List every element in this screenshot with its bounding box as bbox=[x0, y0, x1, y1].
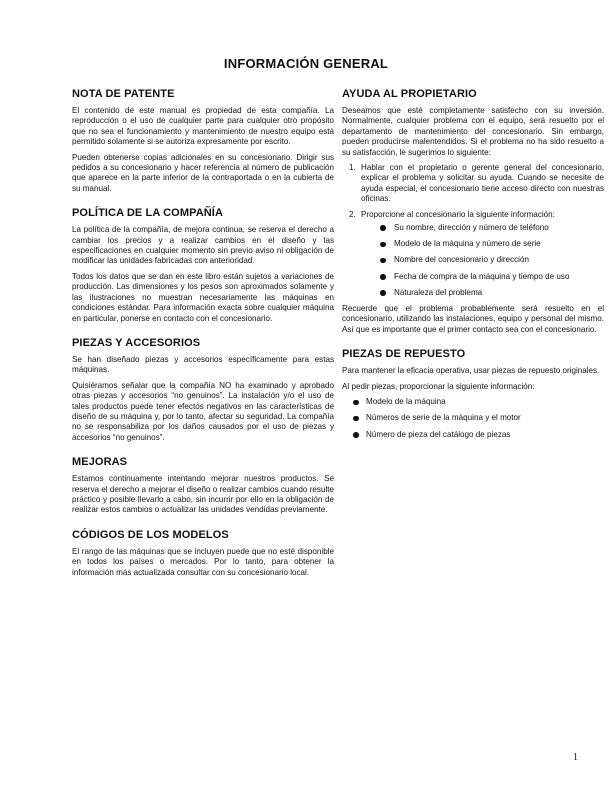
list-item-text: Modelo de la máquina y número de serie bbox=[394, 239, 541, 249]
section-company-policy bbox=[72, 207, 334, 324]
list-item-text: Números de serie de la máquina y el motor bbox=[366, 413, 521, 423]
paragraph: Al pedir piezas, proporcionar la siguiente información: bbox=[342, 381, 535, 391]
paragraph: Pueden obtenerse copias adicionales en su concesionario. Dirigir sus pedidos a su concesionario y hacer referencia al número de publicación que aparece en la parte inferior de la contraportada o en la cubierta de su manual. bbox=[72, 152, 334, 193]
section-heading: MEJORAS bbox=[72, 456, 128, 469]
list-item bbox=[380, 223, 604, 233]
paragraph: Para mantener la eficacia operativa, usar piezas de repuesto originales. bbox=[342, 366, 600, 376]
bullet-list bbox=[342, 397, 604, 440]
list-item bbox=[380, 239, 604, 249]
bullet-icon bbox=[380, 274, 386, 280]
bullet-icon bbox=[380, 290, 386, 296]
section-heading: POLÍTICA DE LA COMPAÑÍA bbox=[72, 207, 223, 220]
section-parts-accessories bbox=[72, 337, 334, 443]
bullet-icon bbox=[353, 400, 359, 406]
section-model-codes bbox=[72, 529, 334, 578]
list-item bbox=[380, 255, 604, 265]
list-item bbox=[380, 288, 604, 298]
list-item bbox=[342, 430, 604, 440]
bullet-list bbox=[361, 223, 604, 298]
list-item-text: Modelo de la máquina bbox=[366, 397, 446, 407]
list-item bbox=[342, 163, 604, 205]
list-item-text: Naturaleza del problema bbox=[394, 287, 483, 297]
list-item bbox=[342, 413, 604, 423]
page-number: 1 bbox=[573, 752, 578, 763]
list-item bbox=[342, 397, 604, 407]
list-number: 2. bbox=[349, 209, 356, 219]
list-item-text: Hablar con el propietario o gerente general del concesionario, explicar el problema y solicitar su ayuda. Cuando se necesite de ayuda especial, el concesionario tiene acceso directo con nuestras oficinas. bbox=[361, 163, 604, 204]
section-heading: PIEZAS DE REPUESTO bbox=[342, 348, 466, 361]
page-title: INFORMACIÓN GENERAL bbox=[223, 56, 389, 71]
paragraph: El contenido de este manual es propiedad de esta compañía. La reproducción o el uso de cualquier parte para cualquier otro propósito que no sea el funcionamiento y mantenimiento de nuestro equipo está permitido solamente si se autoriza expresamente por escrito. bbox=[72, 106, 334, 147]
paragraph: Se han diseñado piezas y accesorios específicamente para estas máquinas. bbox=[72, 354, 334, 375]
paragraph: Quisiéramos señalar que la compañía NO ha examinado y aprobado otras piezas y accesorios “no genuinos”. La instalación y/o el uso de tales productos puede tener efectos negativos en las características de diseño de su máquina y, por lo tanto, afectar su seguridad. La compañía no se responsabiliza por los daños causados por el uso de piezas y accesorios “no genuinos”. bbox=[72, 380, 334, 442]
section-heading: PIEZAS Y ACCESORIOS bbox=[72, 336, 201, 349]
section-patent-notice bbox=[72, 88, 334, 194]
paragraph: Todos los datos que se dan en este libro están sujetos a variaciones de producción. Las dimensiones y los pesos son aproximados solamente y las ilustraciones no muestran necesariamente las máquinas en condiciones estándar. Para información exacta sobre cualquier máquina en particular, ponerse en contacto con el concesionario. bbox=[72, 271, 334, 323]
bullet-icon bbox=[353, 432, 359, 438]
paragraph: La política de la compañía, de mejora continua, se reserva el derecho a cambiar los precios y a realizar cambios en el diseño y las especificaciones en cualquier momento sin previo aviso ni obligación de modificar las unidades fabricadas con anterioridad. bbox=[72, 225, 334, 266]
paragraph: Recuerde que el problema probablemente será resuelto en el concesionario, utilizando las instalaciones, equipo y personal del mismo. Así que es importante que el primer contacto sea con el concesionario. bbox=[342, 304, 604, 334]
list-item-text: Proporcione al concesionario la siguiente información: bbox=[361, 209, 555, 219]
section-improvements bbox=[72, 456, 334, 516]
list-item-text: Nombre del concesionario y dirección bbox=[394, 255, 529, 265]
left-column bbox=[72, 88, 334, 591]
list-item-text: Número de pieza del catálogo de piezas bbox=[366, 429, 511, 439]
list-item-text: Fecha de compra de la máquina y tiempo de uso bbox=[394, 271, 570, 281]
paragraph: El rango de las máquinas que se incluyen puede que no esté disponible en todos los países o mercados. Por lo tanto, para obtener la información más actualizada consultar con su concesionario local. bbox=[72, 546, 334, 577]
section-heading: CÓDIGOS DE LOS MODELOS bbox=[72, 528, 229, 541]
paragraph: Deseamos que esté completamente satisfecho con su inversión. Normalmente, cualquier problema con el equipo, será resuelto por el departamento de mantenimiento del concesionario. Sin embargo, pueden producirse malentendidos. Si el problema no ha sido resuelto a su satisfacción, le sugerimos lo siguiente: bbox=[342, 106, 604, 157]
bullet-icon bbox=[380, 225, 386, 231]
list-item bbox=[380, 272, 604, 282]
numbered-list bbox=[342, 163, 604, 298]
list-number: 1. bbox=[349, 163, 356, 173]
section-heading: NOTA DE PATENTE bbox=[72, 88, 175, 100]
section-owner-assistance bbox=[342, 88, 604, 335]
bullet-icon bbox=[380, 258, 386, 264]
list-item bbox=[342, 210, 604, 299]
list-item-text: Su nombre, dirección y número de teléfono bbox=[394, 223, 549, 233]
bullet-icon bbox=[380, 242, 386, 248]
paragraph: Estamos continuamente intentando mejorar nuestros productos. Se reserva el derecho a mejorar el diseño o realizar cambios cuando resulte práctico y posible llevarlo a cabo, sin incurrir por ello en la obligación de realizar estos cambios o actualizar las unidades vendidas previamente. bbox=[72, 474, 334, 515]
section-replacement-parts bbox=[342, 348, 604, 440]
bullet-icon bbox=[353, 416, 359, 422]
section-heading: AYUDA AL PROPIETARIO bbox=[342, 88, 477, 100]
right-column bbox=[342, 88, 604, 453]
